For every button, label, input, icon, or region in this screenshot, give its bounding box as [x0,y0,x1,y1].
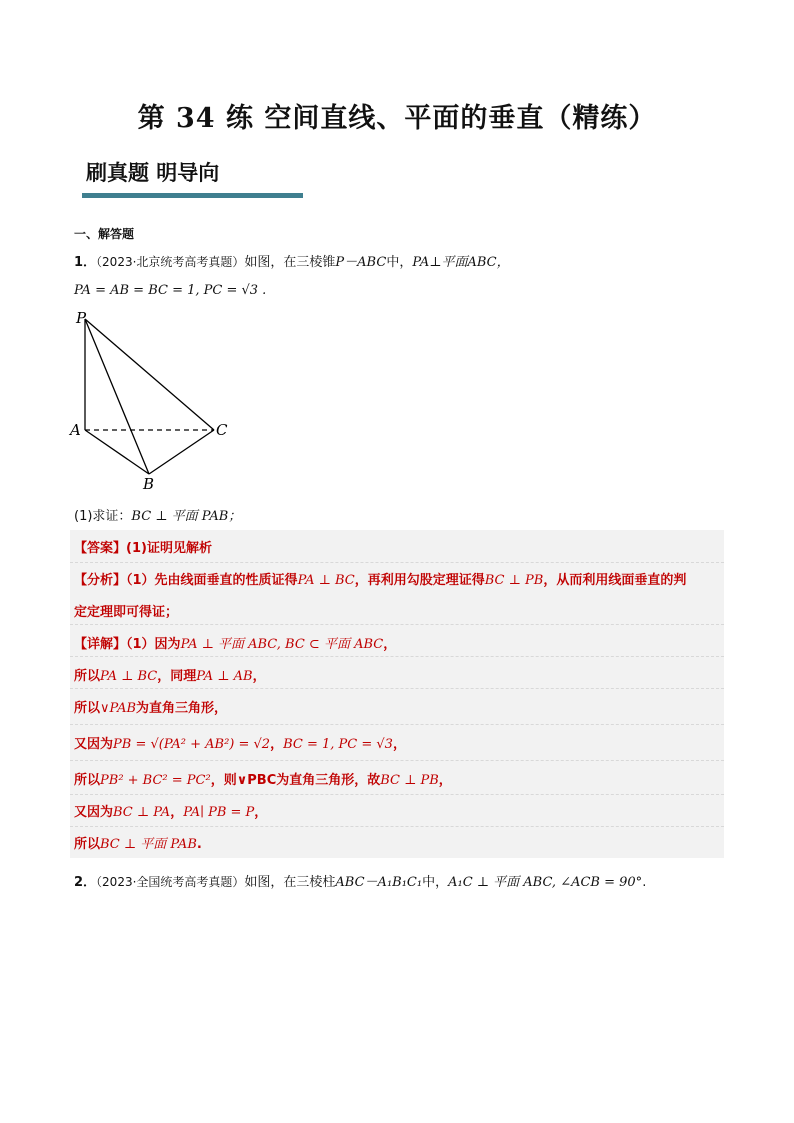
edge-BC [149,430,214,474]
math-inline: BC ⊥ PA [113,805,171,820]
detail-line-7 [74,833,202,852]
divider [70,562,724,563]
detail-text: 所以 [74,837,101,852]
detail-line-1 [74,633,396,652]
detail-text: 为直角三角形， [136,701,228,716]
detail-text: （1）因为 [126,637,181,652]
detail-line-6 [74,801,267,820]
detail-text: 所以 [74,773,101,788]
detail-line-3 [74,697,227,716]
math-inline: PA∣ PB = P [183,805,255,820]
math-inline: BC ⊥ PB [380,773,439,788]
analysis-line [74,569,686,588]
math-inline: BC ⊥ 平面 PAB [100,837,197,852]
detail-text: ，则∨PBC为直角三角形，故 [210,773,381,788]
divider [70,794,724,795]
question-1-stem [74,251,510,270]
math-inline: ∨PAB [100,701,137,716]
detail-text: ， [438,773,452,788]
math-claim: BC ⊥ 平面 PAB； [131,509,242,524]
divider [70,688,724,689]
math-inline: PA ⊥ BC [100,669,158,684]
detail-text: 所以 [74,701,101,716]
detail-text: 又因为 [74,805,114,820]
label-B: B [143,475,155,493]
label-C: C [216,421,228,439]
detail-text: ， [392,737,406,752]
label-P: P [76,309,87,327]
math-solid: ABC－A₁B₁C₁ [335,875,423,890]
question-number: 2． [74,875,97,890]
part-prefix: (1)求证： [74,509,132,524]
analysis-text: ，再利用勾股定理证得 [354,573,485,588]
answer-text: (1)证明见解析 [126,541,212,556]
math-inline: PB² + BC² = PC² [100,773,211,788]
question-text: . [642,875,647,890]
detail-text: ， [252,669,266,684]
math-inline: BC ⊥ PB [484,573,544,588]
math-condition: A₁C ⊥ 平面 ABC, ∠ACB = 90° [448,875,643,890]
math-inline: PB = √(PA² + AB²) = √2 [113,737,271,752]
page-title: 第 34 练 空间直线、平面的垂直（精练） [137,103,657,134]
math-inline: PA ⊥ BC [297,573,355,588]
divider [70,760,724,761]
edge-PC [85,319,214,430]
detail-label: 【详解】 [74,637,127,652]
detail-text: ， [383,637,397,652]
question-text: 如图，在三棱锥 [244,255,336,270]
answer-line [74,537,212,556]
question-number: 1． [74,255,97,270]
detail-text: ， [254,805,268,820]
math-inline: PA ⊥ 平面 ABC, BC ⊂ 平面 ABC [180,637,384,652]
question-source: （2023·全国统考高考真题） [96,875,245,889]
section-heading: 刷真题 明导向 [86,160,220,185]
question-text: 中， [422,875,449,890]
part-heading: 一、解答题 [74,227,135,241]
section-underline [82,193,303,198]
detail-text: ，同理 [157,669,197,684]
divider [70,826,724,827]
pyramid-figure [64,305,244,495]
divider [70,624,724,625]
math-given: PA = AB = BC = 1, PC = √3 . [74,283,267,298]
detail-text: ， [270,737,284,752]
answer-label: 【答案】 [74,541,127,556]
analysis-continuation: 定定理即可得证； [74,605,179,620]
question-2-stem [74,871,646,890]
analysis-label: 【分析】 [74,573,127,588]
detail-line-4 [74,733,406,752]
math-inline: BC = 1, PC = √3 [283,737,393,752]
detail-text: ， [170,805,184,820]
question-1-part-1 [74,505,241,524]
divider [70,724,724,725]
question-source: （2023·北京统考高考真题） [96,255,245,269]
math-solid: P－ABC [335,255,387,270]
analysis-text: （1）先由线面垂直的性质证得 [126,573,298,588]
detail-text: . [196,837,202,852]
question-1-given [74,283,266,298]
detail-text: 又因为 [74,737,114,752]
question-text: 如图，在三棱柱 [244,875,336,890]
analysis-text: ，从而利用线面垂直的判 [543,573,687,588]
math-inline: PA ⊥ AB [196,669,253,684]
math-perp: PA⊥平面ABC， [412,255,510,270]
detail-line-2 [74,665,266,684]
divider [70,656,724,657]
edge-PB [85,319,149,474]
detail-text: 所以 [74,669,101,684]
label-A: A [70,421,81,439]
detail-line-5 [74,769,452,788]
question-text: 中， [386,255,413,270]
